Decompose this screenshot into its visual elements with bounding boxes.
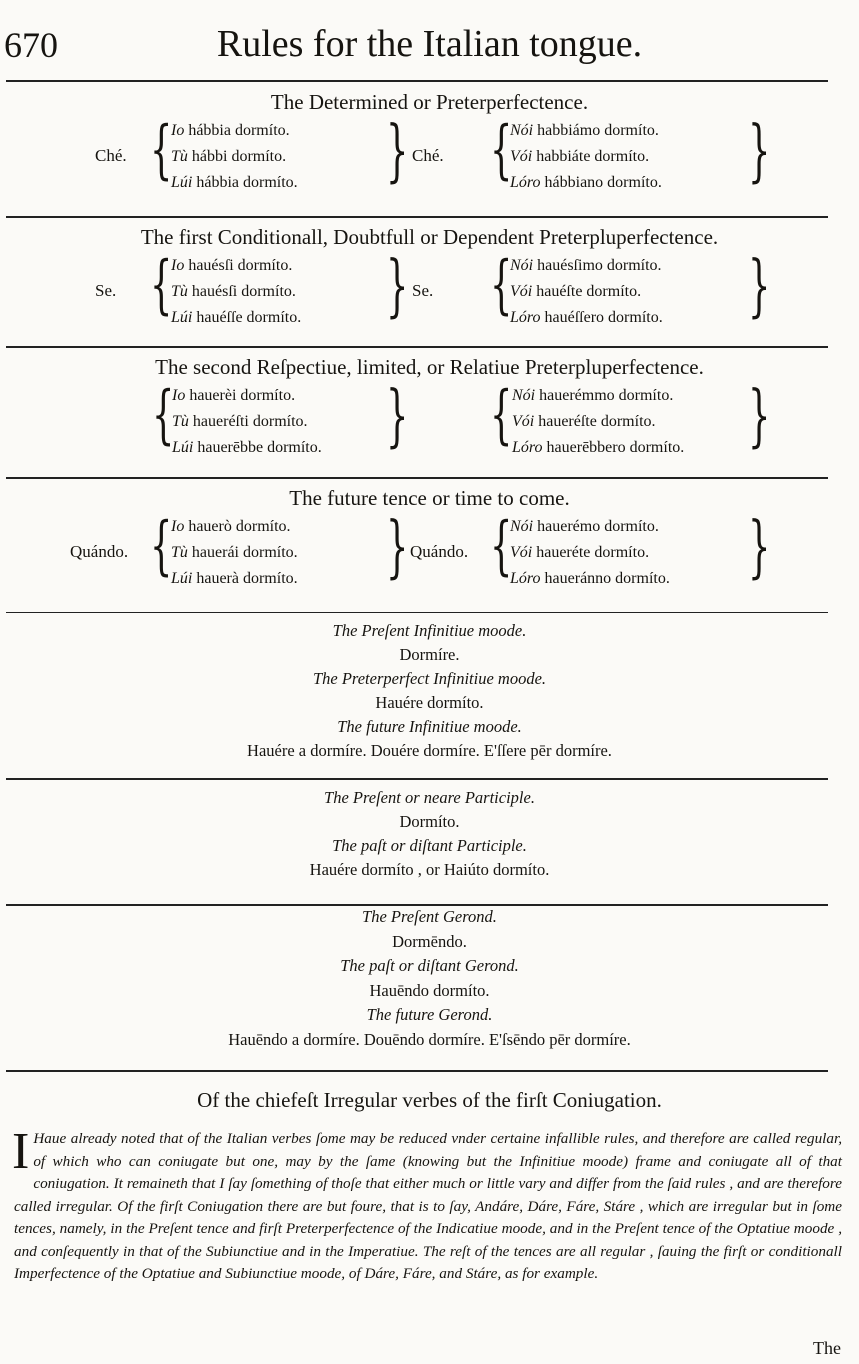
verb-form: hauerémo dormíto. <box>537 518 659 535</box>
divider-rule <box>6 1070 828 1072</box>
pronoun: Io <box>171 518 185 535</box>
conjugation-line <box>171 518 291 536</box>
pronoun: Tù <box>171 283 188 300</box>
pronoun: Nói <box>512 387 536 404</box>
left-brace-icon: { <box>150 248 173 322</box>
pronoun: Nói <box>510 257 534 274</box>
pronoun: Io <box>172 387 186 404</box>
verb-form: hábbiano dormíto. <box>544 174 662 191</box>
conjugation-line <box>510 122 659 140</box>
verb-form: hauerémmo dormíto. <box>539 387 674 404</box>
left-brace-icon: { <box>490 248 513 322</box>
left-brace-icon: { <box>490 378 513 452</box>
right-brace-icon: } <box>748 508 771 587</box>
verb-form-line: Hauére a dormíre. Douére dormíre. E'ſſere pēr dormíre. <box>247 741 612 760</box>
pronoun: Io <box>171 122 185 139</box>
conjugation-line <box>171 570 298 588</box>
verb-form: hábbia dormíto. <box>196 174 298 191</box>
mood-heading: The Preſent or neare Participle. <box>324 788 535 807</box>
pronoun: Lóro <box>510 309 541 326</box>
mood-heading: The future Infinitiue moode. <box>337 717 522 736</box>
mood-heading: The Preſent Gerond. <box>362 907 497 926</box>
conjugation-line <box>512 413 656 431</box>
tense-title: The Determined or Preterperfectence. <box>270 90 589 114</box>
drop-cap: I <box>12 1123 30 1180</box>
verb-form: haueréſti dormíto. <box>192 413 308 430</box>
right-brace-icon: } <box>386 247 409 326</box>
pronoun: Vói <box>510 544 533 561</box>
pronoun: Lúi <box>171 174 193 191</box>
mood-heading: The Preſent Infinitiue moode. <box>332 621 527 640</box>
mood-heading: The paſt or diſtant Gerond. <box>340 956 519 975</box>
pronoun: Tù <box>172 413 189 430</box>
verb-form-line: Hauēndo a dormíre. Douēndo dormíre. E'ſsēndo pēr dormíre. <box>228 1029 631 1049</box>
pronoun: Tù <box>171 544 188 561</box>
conjugation-line <box>171 148 286 166</box>
conjugation-line <box>512 387 673 405</box>
verb-form: hauerēbbero dormíto. <box>546 439 685 456</box>
pronoun: Lúi <box>171 570 193 587</box>
conjugation-line <box>510 544 649 562</box>
right-brace-icon: } <box>386 377 409 456</box>
verb-form: haueréſte dormíto. <box>538 413 656 430</box>
conjugation-line <box>510 174 662 192</box>
verb-form: haueréte dormíto. <box>536 544 650 561</box>
verb-form: hauéſſe dormíto. <box>196 309 302 326</box>
conjugation-line <box>512 439 684 457</box>
verb-form-line: Dormíto. <box>399 812 460 831</box>
conjugation-line <box>171 174 298 192</box>
verb-form: hábbi dormíto. <box>191 148 287 165</box>
pronoun: Lóro <box>510 174 541 191</box>
running-title: Rules for the Italian tongue. <box>216 23 643 65</box>
conjugation-line <box>510 309 663 327</box>
left-brace-icon: { <box>490 509 513 583</box>
pronoun: Lóro <box>510 570 541 587</box>
conjugation-line <box>510 148 649 166</box>
right-brace-icon: } <box>748 112 771 191</box>
paragraph-text: Haue already noted that of the Italian verbes ſome may be reduced vnder certaine infallible rules, and therefore are called regular, of which who can coniugate but one, may by the ſame (knowing but the Infinitiue moode) frame and coniugate all of that coniugation. It remaineth that I ſay ſomething of thoſe that either much or little vary and differ from the ſaid rules , and are therefore called irregular. Of the firſt Coniugation there are but foure, that is to ſay, Andáre, Dáre, Fáre, Stáre , which are irregular but in ſome tences, namely, in the Preſent tence and firſt Preterperfectence of the Indicatiue moode, and in the Preſent tence of the Optatiue moode , and conſequently in that of the Subiunctiue and in the Imperatiue. The reſt of the tences are all regular , ſauing the firſt or conditionall Imperfectence of the Optatiue and Subiunctiue moode, of Dáre, Fáre, and Stáre, as for example. <box>14 1130 842 1282</box>
verb-form: hauerà dormíto. <box>196 570 298 587</box>
verb-form: hauerái dormíto. <box>191 544 298 561</box>
tense-title: The future tence or time to come. <box>289 486 570 510</box>
left-brace-icon: { <box>150 113 173 187</box>
conjugation-line <box>510 570 670 588</box>
conjugation-line <box>172 387 295 405</box>
divider-rule <box>6 904 828 906</box>
right-brace-icon: } <box>386 112 409 191</box>
verb-form: habbiáte dormíto. <box>536 148 650 165</box>
pronoun: Tù <box>171 148 188 165</box>
conjugation-line <box>172 439 322 457</box>
verb-form: hauésſimo dormíto. <box>537 257 662 274</box>
verb-form: hauéſſero dormíto. <box>544 309 663 326</box>
conjugation-line <box>510 257 662 275</box>
mood-heading: The paſt or diſtant Participle. <box>332 836 527 855</box>
verb-form: hauésſi dormíto. <box>188 257 293 274</box>
right-brace-icon: } <box>386 508 409 587</box>
mood-heading: The Preterperfect Infinitiue moode. <box>312 669 547 688</box>
plural-person-label: Se. <box>412 281 434 300</box>
pronoun: Lúi <box>171 309 193 326</box>
verb-form: hauéſte dormíto. <box>536 283 642 300</box>
tense-title: The first Conditionall, Doubtfull or Dependent Preterpluperfectence. <box>140 225 719 249</box>
pronoun: Io <box>171 257 185 274</box>
verb-form-line: Hauére dormíto , or Haiúto dormíto. <box>309 860 550 879</box>
pronoun: Lúi <box>172 439 194 456</box>
pronoun: Vói <box>510 283 533 300</box>
conjugation-line <box>171 283 296 301</box>
catchword: The <box>813 1338 841 1358</box>
verb-form: hauerò dormíto. <box>188 518 291 535</box>
page-number: 670 <box>4 25 58 65</box>
header-rule <box>6 80 828 82</box>
verb-form-line: Hauēndo dormíto. <box>369 980 490 1000</box>
tense-title: The second Reſpectiue, limited, or Relatiue Preterpluperfectence. <box>155 355 704 379</box>
singular-person-label: Quándo. <box>70 542 129 561</box>
plural-person-label: Quándo. <box>410 542 469 561</box>
right-brace-icon: } <box>748 247 771 326</box>
singular-person-label: Ché. <box>95 146 127 165</box>
left-brace-icon: { <box>490 113 513 187</box>
pronoun: Nói <box>510 518 534 535</box>
conjugation-line <box>171 122 290 140</box>
mood-heading: The future Gerond. <box>366 1005 493 1024</box>
plural-person-label: Ché. <box>412 146 444 165</box>
verb-form-line: Dormēndo. <box>392 931 467 951</box>
divider-rule <box>6 778 828 780</box>
verb-form: haueránno dormíto. <box>544 570 670 587</box>
verb-form: hauerēbbe dormíto. <box>197 439 322 456</box>
divider-rule <box>6 477 828 479</box>
left-brace-icon: { <box>150 509 173 583</box>
verb-form: hauerèi dormíto. <box>189 387 296 404</box>
conjugation-line <box>171 309 301 327</box>
divider-rule <box>6 216 828 218</box>
conjugation-line <box>171 544 298 562</box>
conjugation-line <box>510 283 641 301</box>
singular-person-label: Se. <box>95 281 117 300</box>
verb-form-line: Dormíre. <box>399 645 460 664</box>
verb-form: hauésſi dormíto. <box>191 283 296 300</box>
right-brace-icon: } <box>748 377 771 456</box>
divider-rule <box>6 612 828 613</box>
verb-form: habbiámo dormíto. <box>537 122 659 139</box>
pronoun: Lóro <box>512 439 543 456</box>
verb-form: hábbia dormíto. <box>188 122 290 139</box>
pronoun: Vói <box>512 413 535 430</box>
conjugation-line <box>172 413 308 431</box>
conjugation-line <box>171 257 292 275</box>
conjugation-line <box>510 518 659 536</box>
verb-form-line: Hauére dormíto. <box>375 693 484 712</box>
left-brace-icon: { <box>152 378 175 452</box>
divider-rule <box>6 346 828 348</box>
pronoun: Nói <box>510 122 534 139</box>
section-title: Of the chiefeſt Irregular verbes of the firſt Coniugation. <box>197 1088 662 1112</box>
body-paragraph <box>12 1123 842 1286</box>
pronoun: Vói <box>510 148 533 165</box>
